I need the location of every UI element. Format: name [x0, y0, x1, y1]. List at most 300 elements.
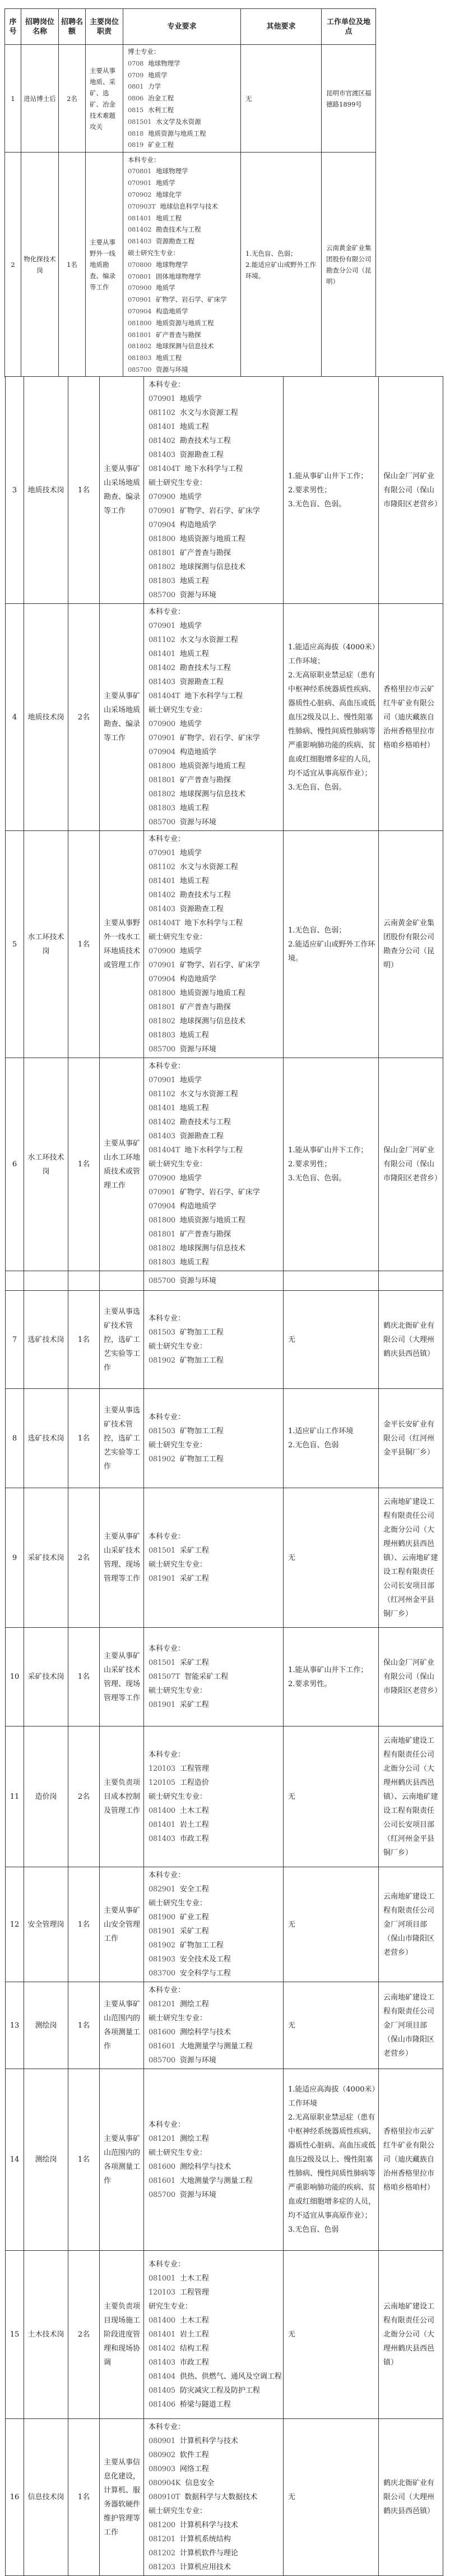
major-item: 070900 地质学	[149, 1174, 202, 1183]
major-item: 硕士研究生专业：	[149, 2148, 207, 2157]
major-item: 070901 地质学	[149, 849, 202, 857]
major-item: 081400 土木工程	[149, 1806, 209, 1815]
major-item: 081402 结构工程	[149, 2344, 209, 2353]
position-count: 1名	[68, 1389, 100, 1488]
other-requirement-item: 2.能适应矿山或野外工作环境。	[245, 261, 316, 280]
table-row	[6, 831, 443, 1058]
major-item: 081800 地质资源与地质工程	[128, 318, 214, 327]
major-item: 081102 水文与水资源工程	[149, 409, 238, 417]
major-item: 081102 水文与水资源工程	[149, 1090, 238, 1098]
recruitment-table-page-1	[4, 8, 376, 377]
major-item: 081401 地质工程	[149, 650, 209, 658]
major-item: 硕士研究生专业：	[149, 1792, 207, 1801]
table-row	[6, 1628, 443, 1726]
position-duty: 主要从事矿山采场地质勘查、编录等工作	[100, 604, 144, 831]
major-item: 070800 地球物理学	[128, 260, 188, 269]
position-count: 1名	[68, 1291, 100, 1389]
work-location: 香格里拉市云矿红牛矿业有限公司（迪庆藏族自治州香格里拉市格咱乡格咱村）	[379, 2069, 443, 2251]
other-requirements	[284, 1291, 379, 1389]
major-item: 博士专业：	[128, 48, 160, 56]
other-requirement-item: 1.能从事矿山井下工作；	[288, 1146, 368, 1155]
major-requirements	[123, 45, 241, 153]
position-name: 地质技术岗	[24, 377, 68, 604]
table-row	[5, 153, 376, 377]
major-item: 硕士研究生专业：	[149, 1441, 207, 1449]
major-item: 081507T 智能采矿工程	[149, 1673, 229, 1681]
major-item: 085700 资源与环境	[149, 1276, 216, 1285]
header-count: 招聘名额	[59, 9, 86, 45]
major-item: 081903 安全技术及工程	[149, 1955, 231, 1964]
major-item: 120105 工程造价	[149, 1778, 209, 1787]
major-item: 081402 勘查技术与工程	[149, 664, 231, 672]
position-count: 2名	[68, 2251, 100, 2419]
major-requirements	[144, 1867, 284, 1982]
major-item: 0815 水利工程	[128, 105, 174, 114]
major-item: 081401 地质工程	[149, 423, 209, 431]
position-name	[24, 1271, 68, 1291]
major-item: 本科专业：	[149, 1413, 185, 1421]
position-count: 1名	[68, 377, 100, 604]
major-item: 080910T 数据科学与大数据技术	[149, 2493, 258, 2501]
work-location: 云南地矿建设工程有限责任公司北衙分公司（大理州鹤庆县西邑镇）	[379, 2251, 443, 2419]
position-name: 土木技术岗	[24, 2251, 68, 2419]
recruitment-table-page-2	[5, 376, 443, 2576]
major-item: 硕士研究生专业：	[149, 1899, 207, 1908]
major-requirements	[123, 153, 241, 377]
other-requirement-item: 3.无色盲、色弱。	[288, 1174, 346, 1183]
position-count: 2名	[68, 1726, 100, 1867]
major-requirements	[144, 2069, 284, 2251]
position-count: 2名	[68, 1488, 100, 1628]
position-count: 1名	[68, 1058, 100, 1271]
header-index: 序号	[5, 9, 21, 45]
major-item: 120103 工程管理	[149, 2288, 209, 2297]
major-item: 081102 水文与水资源工程	[149, 863, 238, 871]
row-index	[6, 1271, 24, 1291]
work-location: 金平长安矿业有限公司（红河州金平县铜厂乡）	[379, 1389, 443, 1488]
table-row	[6, 1291, 443, 1389]
major-item: 硕士研究生专业：	[149, 1561, 207, 1569]
row-index: 7	[6, 1291, 24, 1389]
position-count	[68, 1271, 100, 1291]
table-row	[6, 1389, 443, 1488]
major-item: 070901 地质学	[149, 1076, 202, 1084]
other-requirement-item: 1.适应矿山工作环境	[288, 1427, 354, 1435]
other-requirements	[284, 1271, 379, 1291]
major-item: 081403 资源勘查工程	[128, 237, 195, 246]
major-item: 083700 安全科学与工程	[149, 1969, 231, 1978]
major-item: 081402 勘查技术与工程	[149, 891, 231, 899]
other-requirements	[241, 153, 322, 377]
major-item: 硕士研究生专业：	[149, 1160, 207, 1169]
major-item: 085700 资源与环境	[149, 591, 216, 599]
major-item: 081802 地球探测与信息技术	[128, 342, 214, 350]
major-requirements	[144, 1488, 284, 1628]
major-item: 硕士研究生专业：	[149, 2014, 207, 2023]
major-item: 070904 构造地质学	[149, 748, 216, 756]
header-other: 其他要求	[241, 9, 322, 45]
other-requirement-item: 无	[288, 1792, 296, 1801]
major-item: 081403 资源勘查工程	[149, 905, 224, 913]
other-requirement-item: 3.无色盲、色弱。	[288, 783, 346, 792]
major-item: 070901 地质学	[149, 622, 202, 630]
major-item: 本科专业：	[149, 835, 185, 843]
major-item: 081404T 地下水科学与工程	[149, 465, 243, 473]
major-item: 081501 水文学及水资源	[128, 117, 201, 126]
other-requirements	[284, 1982, 379, 2069]
other-requirement-item: 1.能从事矿山井下工作；	[288, 472, 368, 481]
major-item: 081503 矿物加工工程	[149, 1427, 224, 1435]
table-row	[6, 604, 443, 831]
major-item: 081401 地质工程	[149, 877, 209, 885]
major-item: 081102 水文与水资源工程	[149, 636, 238, 644]
major-item: 081800 地质资源与地质工程	[149, 1216, 245, 1225]
row-index: 6	[6, 1058, 24, 1271]
other-requirement-item: 1.能适应高海拔（4000米）工作环境	[288, 2085, 375, 2108]
major-requirements	[144, 377, 284, 604]
row-index: 12	[6, 1867, 24, 1982]
other-requirement-item: 2.无色盲、色弱	[288, 1441, 339, 1449]
major-item: 081901 采矿工程	[149, 1575, 209, 1583]
major-item: 070904 构造地质学	[128, 307, 188, 315]
major-item: 081501 采矿工程	[149, 1659, 209, 1667]
major-item: 081202 计算机软件与理论	[149, 2549, 238, 2557]
other-requirement-item: 无	[288, 1920, 296, 1929]
work-location: 保山金厂河矿业有限公司（保山市隆阳区老营乡）	[379, 1058, 443, 1271]
other-requirement-item: 2.要求男性。	[288, 1679, 332, 1688]
major-item: 081403 市政工程	[149, 2358, 209, 2367]
other-requirement-item: 2.要求男性；	[288, 1160, 332, 1169]
table-row	[6, 2251, 443, 2419]
major-item: 081801 矿产普查与勘探	[149, 1230, 231, 1239]
position-count: 1名	[68, 1628, 100, 1726]
major-item: 081600 测绘科学与技术	[149, 2028, 231, 2037]
other-requirement-item: 无	[288, 1335, 296, 1344]
major-item: 081802 地球探测与信息技术	[149, 790, 245, 798]
other-requirement-item: 无	[288, 2493, 296, 2501]
other-requirements	[284, 2251, 379, 2419]
major-item: 081501 采矿工程	[149, 1546, 209, 1555]
major-item: 085700 资源与环境	[149, 2056, 216, 2065]
major-item: 081803 地质工程	[149, 1031, 209, 1040]
work-location: 鹤庆北衙矿业有限公司（大理州鹤庆县西邑镇）	[379, 2419, 443, 2576]
other-requirements	[284, 831, 379, 1058]
major-item: 070901 矿物学、岩石学、矿床学	[149, 507, 260, 515]
position-count: 1名	[68, 2419, 100, 2576]
major-item: 085700 资源与环境	[149, 1045, 216, 1054]
major-item: 081201 计算机系统结构	[149, 2535, 231, 2543]
other-requirement-item: 无	[288, 2021, 296, 2030]
major-requirements	[144, 1389, 284, 1488]
row-index: 11	[6, 1726, 24, 1867]
position-name: 水工环技术岗	[24, 831, 68, 1058]
major-item: 070902 地球化学	[128, 190, 182, 198]
work-location: 云南地矿建设工程有限责任公司金厂河项目部（保山市隆阳区老营乡）	[379, 1982, 443, 2069]
row-index: 14	[6, 2069, 24, 2251]
major-item: 0819 矿业工程	[128, 141, 174, 149]
major-requirements	[144, 1982, 284, 2069]
major-item: 本科专业：	[149, 1750, 185, 1759]
work-location: 保山金厂河矿业有限公司（保山市隆阳区老营乡）	[379, 1628, 443, 1726]
other-requirement-item: 1.能从事矿山井下工作；	[288, 1665, 368, 1674]
other-requirements	[284, 2419, 379, 2576]
major-item: 081801 矿产普查与勘探	[149, 549, 231, 557]
position-duty: 主要从事信息化建设，计算机、服务器软硬件维护管理等工作	[100, 2419, 144, 2576]
position-name: 水工环技术岗	[24, 1058, 68, 1271]
work-location: 保山金厂河矿业有限公司（保山市隆阳区老营乡）	[379, 377, 443, 604]
major-item: 081402 勘查技术与工程	[149, 437, 231, 445]
major-item: 081001 土木工程	[149, 2274, 209, 2283]
work-location: 云南黄金矿业集团股份有限公司勘查分公司（昆明）	[379, 831, 443, 1058]
other-requirement-item: 3.无色盲、色弱	[288, 2226, 339, 2234]
other-requirement-item: 无	[288, 1553, 296, 1562]
position-duty: 主要从事选矿技术管控，选矿工艺实验等工作	[100, 1389, 144, 1488]
major-item: 0801 力学	[128, 82, 161, 91]
other-requirements	[284, 2069, 379, 2251]
major-item: 081203 计算机应用技术	[149, 2563, 231, 2572]
table-row	[6, 2069, 443, 2251]
major-item: 081404T 地下水科学与工程	[149, 692, 243, 700]
major-item: 081200 计算机科学与技术	[149, 2521, 238, 2529]
major-item: 硕士研究生专业：	[149, 1342, 207, 1351]
major-item: 081803 地质工程	[149, 577, 209, 585]
major-item: 硕士研究生专业：	[149, 933, 207, 941]
position-name: 测绘岗	[24, 2069, 68, 2251]
other-requirement-item: 2.要求男性；	[288, 486, 332, 495]
major-item: 070900 地质学	[149, 720, 202, 728]
major-item: 081201 测绘工程	[149, 2000, 209, 2009]
major-item: 081400 土木工程	[149, 2316, 209, 2325]
major-item: 081401 岩土工程	[149, 2330, 209, 2339]
major-item: 070900 地质学	[149, 947, 202, 955]
major-item: 硕士研究生专业：	[149, 706, 207, 714]
position-duty: 主要负责项目现场施工阶段进度管理和现场协调	[100, 2251, 144, 2419]
major-item: 081401 岩土工程	[149, 1820, 209, 1829]
position-name: 物化探技术岗	[21, 153, 59, 377]
work-location: 云南地矿建设工程有限责任公司金厂河项目部（保山市隆阳区老营乡）	[379, 1867, 443, 1982]
row-index: 3	[6, 377, 24, 604]
major-requirements	[144, 2251, 284, 2419]
work-location	[379, 1271, 443, 1291]
table-row-continuation	[6, 1271, 443, 1291]
major-item: 本科专业：	[149, 1986, 185, 1995]
major-requirements	[144, 1291, 284, 1389]
major-item: 研究生专业：	[149, 2302, 193, 2311]
major-item: 080903 网络工程	[149, 2465, 209, 2473]
major-requirements	[144, 1058, 284, 1271]
position-name: 进站博士后	[21, 45, 59, 153]
major-item: 081802 地球探测与信息技术	[149, 1017, 245, 1026]
position-count: 1名	[68, 1982, 100, 2069]
position-name: 造价岗	[24, 1726, 68, 1867]
work-location: 云南黄金矿业集团股份有限公司勘查分公司（昆明）	[322, 153, 376, 377]
major-item: 081801 矿产普查与勘探	[128, 330, 201, 339]
table-row	[6, 377, 443, 604]
major-item: 081901 采矿工程	[149, 1927, 209, 1936]
other-requirement-item: 1.无色盲、色弱；	[245, 250, 297, 258]
major-item: 081600 测绘科学与技术	[149, 2162, 231, 2171]
major-item: 081802 地球探测与信息技术	[149, 563, 245, 571]
other-requirement-item: 3.无色盲、色弱。	[288, 500, 346, 509]
major-item: 070901 矿物学、岩石学、矿床学	[149, 961, 260, 970]
major-item: 081404T 地下水科学与工程	[149, 1146, 243, 1155]
position-duty: 主要从事选矿技术管控，选矿工艺实验等工作	[100, 1291, 144, 1389]
position-duty: 主要从事矿山采场地质勘查、编录等工作	[100, 377, 144, 604]
position-duty: 主要从事矿山安全管理工作	[100, 1867, 144, 1982]
other-requirements	[284, 1389, 379, 1488]
major-item: 081800 地质资源与地质工程	[149, 535, 245, 543]
major-item: 0818 地质资源与地质工程	[128, 129, 206, 137]
major-item: 082901 安全工程	[149, 1885, 209, 1894]
major-item: 070801 固体地球物理学	[128, 272, 201, 280]
position-duty: 主要从事矿山采矿技术管理、现场管理等工作	[100, 1628, 144, 1726]
major-item: 081902 矿物加工工程	[149, 1455, 224, 1464]
major-item: 本科专业：	[149, 2260, 185, 2269]
major-item: 本科专业：	[149, 2423, 185, 2431]
work-location: 昆明市官渡区福德路1899号	[322, 45, 376, 153]
row-index: 13	[6, 1982, 24, 2069]
major-item: 080904K 信息安全	[149, 2479, 215, 2487]
table-row	[6, 1867, 443, 1982]
major-item: 081902 矿物加工工程	[149, 1356, 224, 1365]
position-count: 1名	[68, 2069, 100, 2251]
major-item: 081800 地质资源与地质工程	[149, 762, 245, 770]
major-item: 本科专业：	[149, 381, 185, 389]
table-row	[6, 1982, 443, 2069]
work-location: 鹤庆北衙矿业有限公司（大理州鹤庆县西邑镇）	[379, 1291, 443, 1389]
header-major: 专业要求	[123, 9, 241, 45]
position-duty: 主要从事矿山采矿技术管理、现场管理等工作	[100, 1488, 144, 1628]
major-item: 070900 地质学	[149, 493, 202, 501]
header-duty: 主要岗位职责	[86, 9, 123, 45]
major-item: 081403 资源勘查工程	[149, 1132, 224, 1141]
position-count: 1名	[68, 831, 100, 1058]
position-name: 选矿技术岗	[24, 1291, 68, 1389]
position-duty: 主要从事矿山水工环地质技术或管理工作	[100, 1058, 144, 1271]
row-index: 2	[5, 153, 21, 377]
major-item: 081401 地质工程	[149, 1104, 209, 1112]
major-item: 0708 地球物理学	[128, 59, 180, 67]
major-item: 本科专业：	[128, 155, 160, 164]
position-duty: 主要从事矿山范围内的各项测量工作	[100, 2069, 144, 2251]
position-count: 2名	[68, 604, 100, 831]
row-index: 1	[5, 45, 21, 153]
other-requirement-item: 2.能适应矿山或野外工作环境。	[288, 940, 375, 963]
major-requirements	[144, 1628, 284, 1726]
major-item: 120103 工程管理	[149, 1764, 209, 1773]
major-item: 081405 防灾减灾工程及防护工程	[149, 2386, 260, 2395]
major-item: 070801 地球物理学	[128, 167, 188, 176]
major-item: 070901 地质学	[128, 179, 175, 187]
position-duty	[100, 1271, 144, 1291]
header-location: 工作单位及地点	[322, 9, 376, 45]
other-requirement-item: 无	[245, 94, 252, 103]
major-item: 070901 矿物学、岩石学、矿床学	[149, 1188, 260, 1197]
other-requirements	[284, 1726, 379, 1867]
major-item: 070904 构造地质学	[149, 1202, 216, 1211]
position-duty: 主要负责项目成本控制及管理工作	[100, 1726, 144, 1867]
other-requirements	[284, 1058, 379, 1271]
major-item: 硕士研究生专业：	[149, 479, 207, 487]
other-requirement-item: 无	[288, 2330, 296, 2339]
row-index: 16	[6, 2419, 24, 2576]
major-item: 081406 桥梁与隧道工程	[149, 2400, 231, 2409]
major-item: 080902 软件工程	[149, 2451, 209, 2459]
major-item: 本科专业：	[149, 2120, 185, 2129]
major-item: 085700 资源与环境	[149, 818, 216, 827]
major-item: 070900 地质学	[128, 284, 175, 292]
row-index: 4	[6, 604, 24, 831]
position-name: 选矿技术岗	[24, 1389, 68, 1488]
major-item: 070904 构造地质学	[149, 521, 216, 529]
major-item: 081403 资源勘查工程	[149, 451, 224, 459]
major-item: 本科专业：	[149, 1645, 185, 1653]
other-requirements	[284, 1628, 379, 1726]
position-name: 安全管理岗	[24, 1867, 68, 1982]
major-item: 硕士研究生专业：	[128, 248, 179, 257]
other-requirement-item: 1.无色盲、色弱；	[288, 926, 346, 935]
major-item: 081402 勘查技术与工程	[149, 1118, 231, 1127]
major-item: 081404 供热、供燃气、通风及空调工程	[149, 2372, 282, 2381]
major-item: 081800 地质资源与地质工程	[149, 989, 245, 998]
position-name: 采矿技术岗	[24, 1628, 68, 1726]
table-row	[6, 2419, 443, 2576]
other-requirements	[284, 1867, 379, 1982]
position-duty: 主要从事地质、采矿、选矿、冶金技术难题攻关	[86, 45, 123, 153]
major-item: 070901 地质学	[149, 395, 202, 403]
major-requirements	[144, 1726, 284, 1867]
major-item: 070904 构造地质学	[149, 975, 216, 984]
other-requirements	[241, 45, 322, 153]
major-item: 0806 冶金工程	[128, 94, 174, 103]
major-item: 081601 大地测量学与测量工程	[149, 2176, 253, 2185]
table-row	[6, 1058, 443, 1271]
row-index: 5	[6, 831, 24, 1058]
major-item: 本科专业：	[149, 1062, 185, 1070]
other-requirements	[284, 377, 379, 604]
major-item: 硕士研究生专业：	[149, 1687, 207, 1695]
major-item: 081503 矿物加工工程	[149, 1328, 224, 1337]
work-location: 香格里拉市云矿红牛矿业有限公司（迪庆藏族自治州香格里拉市格咱乡格咱村）	[379, 604, 443, 831]
major-item: 081803 地质工程	[149, 1258, 209, 1267]
major-item: 085700 资源与环境	[128, 365, 188, 373]
major-requirements	[144, 2419, 284, 2576]
major-item: 本科专业：	[149, 1314, 185, 1323]
major-item: 本科专业：	[149, 1871, 185, 1880]
header-position-name: 招聘岗位名称	[21, 9, 59, 45]
position-name: 采矿技术岗	[24, 1488, 68, 1628]
work-location: 云南地矿建设工程有限责任公司北衙分公司（大理州鹤庆县西邑镇）、云南地矿建设工程有限责任公司长安项目部（红河州金平县铜厂乡）	[379, 1726, 443, 1867]
major-item: 081803 地质工程	[128, 354, 182, 362]
row-index: 10	[6, 1628, 24, 1726]
major-item: 081401 地质工程	[128, 214, 182, 222]
major-item: 081801 矿产普查与勘探	[149, 1003, 231, 1012]
major-item: 081201 测绘工程	[149, 2134, 209, 2143]
position-duty: 主要从事野外一线地质勘查、编录等工作	[86, 153, 123, 377]
position-name: 测绘岗	[24, 1982, 68, 2069]
position-count: 2名	[59, 45, 86, 153]
row-index: 9	[6, 1488, 24, 1628]
major-item: 081404T 地下水科学与工程	[149, 919, 243, 927]
major-item: 081803 地质工程	[149, 804, 209, 812]
position-duty: 主要从事野外一线水工环地质技术或管理工作	[100, 831, 144, 1058]
other-requirement-item: 2.无高原职业禁忌症（患有中枢神经系统器质性疾病、器质性心脏病、高血压或低血压2级及以上、慢性阻塞性肺病、慢性间质性肺病等严重影响肺功能的疾病、贫血或红细胞增多症的人员，均不适宜从事高原作业）；	[288, 671, 376, 778]
table-row	[6, 1488, 443, 1628]
table-row	[6, 1726, 443, 1867]
major-requirements	[144, 1271, 284, 1291]
other-requirement-item: 2.无高原职业禁忌症（患有中枢神经系统器质性疾病、器质性心脏病、高血压或低血压2级及以上、慢性阻塞性肺病、慢性间质性肺病等严重影响肺功能的疾病、贫血或红细胞增多症的人员，均不适宜从事高原作业）；	[288, 2113, 376, 2220]
major-item: 本科专业：	[149, 1532, 185, 1541]
